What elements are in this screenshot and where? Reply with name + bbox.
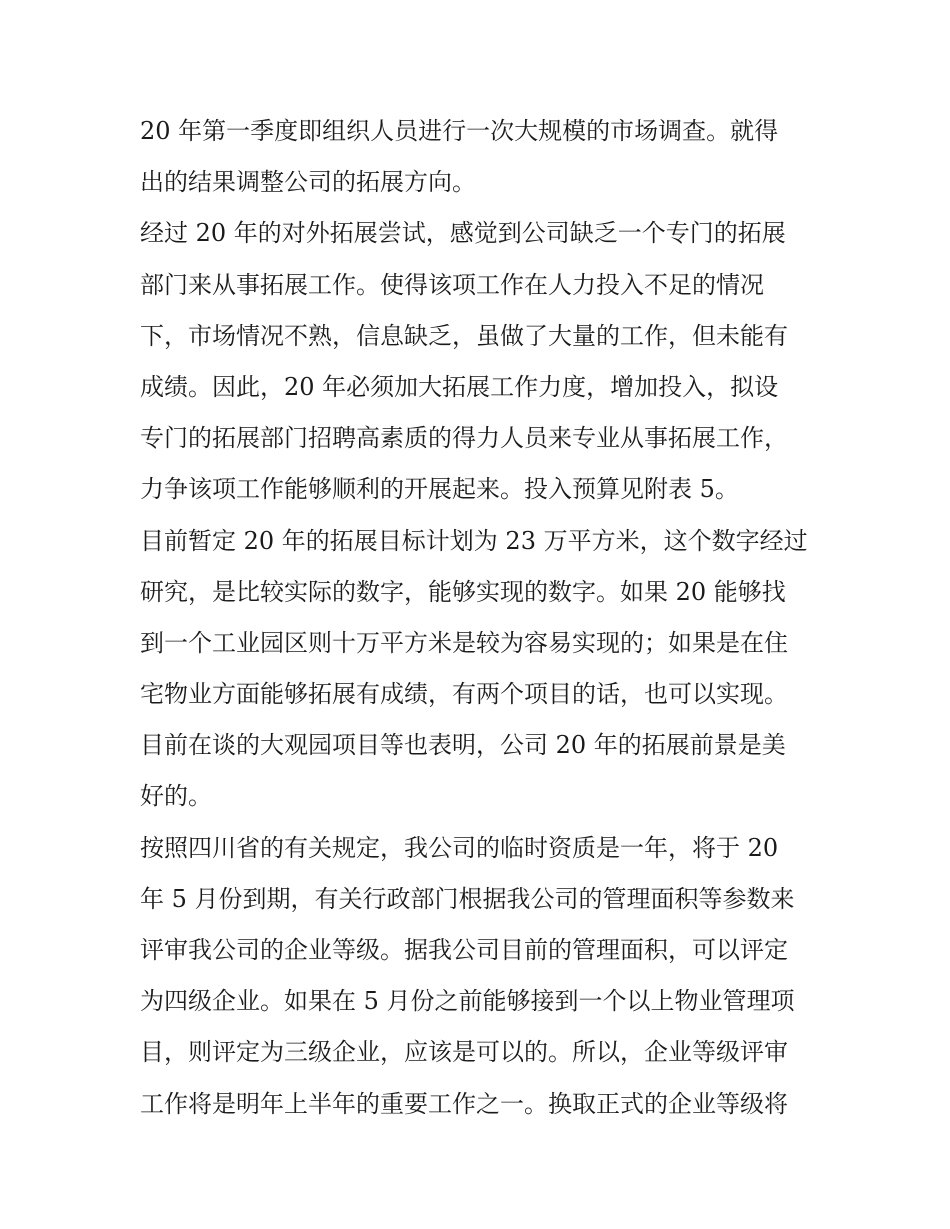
text-line: 专门的拓展部门招聘高素质的得力人员来专业从事拓展工作， — [140, 424, 788, 453]
text-line: 年 5 月份到期，有关行政部门根据我公司的管理面积等参数来 — [140, 884, 795, 913]
text-line: 20 年第一季度即组织人员进行一次大规模的市场调查。就得 — [140, 117, 779, 145]
text-line: 力争该项工作能够顺利的开展起来。投入预算见附表 5。 — [140, 475, 739, 504]
text-line: 好的。 — [140, 782, 212, 811]
text-line: 经过 20 年的对外拓展尝试，感觉到公司缺乏一个专门的拓展 — [140, 219, 786, 248]
text-line: 成绩。因此，20 年必须加大拓展工作力度，增加投入，拟设 — [140, 372, 779, 401]
body-text — [140, 106, 820, 1130]
text-line: 研究，是比较实际的数字，能够实现的数字。如果 20 能够找 — [140, 577, 786, 606]
text-line: 出的结果调整公司的拓展方向。 — [140, 168, 476, 197]
text-line: 目，则评定为三级企业，应该是可以的。所以，企业等级评审 — [140, 1038, 788, 1067]
text-line: 目前在谈的大观园项目等也表明，公司 20 年的拓展前景是美 — [140, 731, 786, 760]
text-line: 宅物业方面能够拓展有成绩，有两个项目的话，也可以实现。 — [140, 680, 788, 709]
text-line: 到一个工业园区则十万平方米是较为容易实现的；如果是在住 — [140, 628, 788, 657]
text-line: 目前暂定 20 年的拓展目标计划为 23 万平方米，这个数字经过 — [140, 526, 808, 555]
text-line: 为四级企业。如果在 5 月份之前能够接到一个以上物业管理项 — [140, 987, 795, 1016]
text-line: 下，市场情况不熟，信息缺乏，虽做了大量的工作，但未能有 — [140, 321, 788, 350]
text-line: 工作将是明年上半年的重要工作之一。换取正式的企业等级将 — [140, 1089, 788, 1118]
text-line: 部门来从事拓展工作。使得该项工作在人力投入不足的情况 — [140, 270, 764, 299]
text-line: 按照四川省的有关规定，我公司的临时资质是一年，将于 20 — [140, 833, 779, 862]
text-line: 评审我公司的企业等级。据我公司目前的管理面积，可以评定 — [140, 936, 788, 964]
